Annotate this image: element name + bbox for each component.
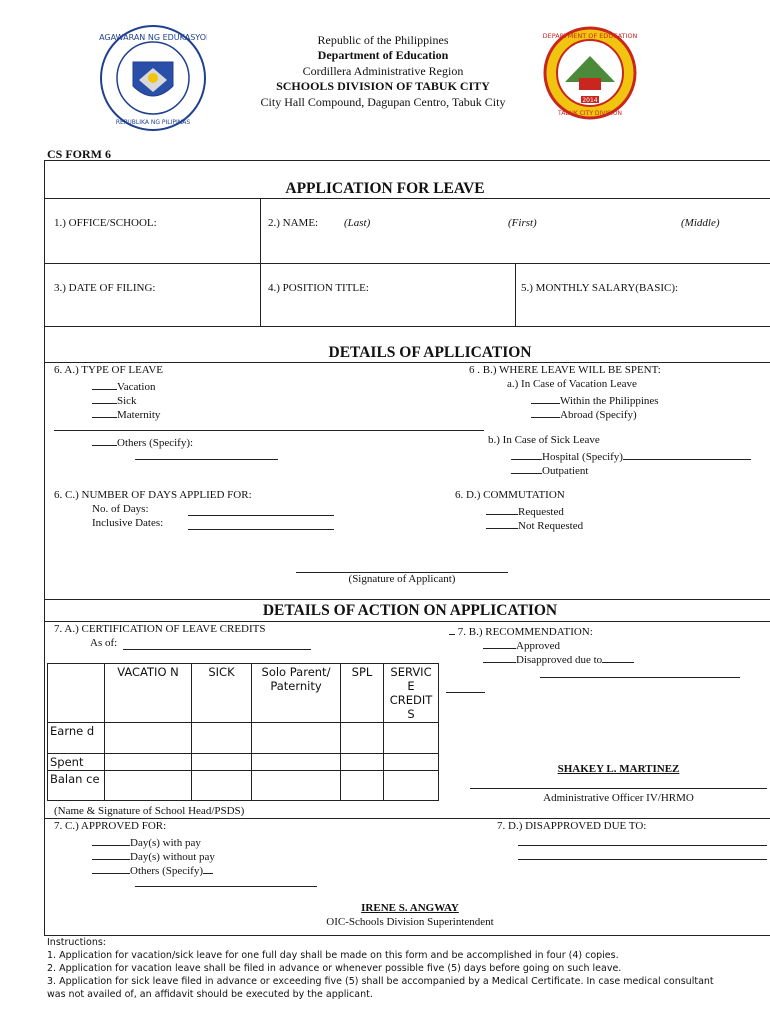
position-title-label: 4.) POSITION TITLE: xyxy=(268,282,369,294)
commutation-label: 6. D.) COMMUTATION xyxy=(455,489,565,501)
name-first-label: (First) xyxy=(508,217,537,229)
table-row xyxy=(48,723,439,754)
form-title: APPLICATION FOR LEAVE xyxy=(285,180,485,197)
frame-bottom-line xyxy=(44,935,770,936)
signature-applicant-label: (Signature of Applicant) xyxy=(348,573,456,585)
others-specify-option[interactable]: Others (Specify) xyxy=(92,862,213,877)
row-header: Earne d xyxy=(48,723,105,754)
maternity-option[interactable]: Maternity xyxy=(92,406,160,421)
header-republic: Republic of the Philippines xyxy=(317,33,449,47)
hrmo-signature-line xyxy=(470,788,767,789)
table-cell[interactable] xyxy=(252,754,341,771)
approved-option[interactable]: Approved xyxy=(483,637,560,652)
row2-top-line xyxy=(44,263,770,264)
inclusive-dates-label: Inclusive Dates: xyxy=(92,517,164,529)
not-requested-option[interactable]: Not Requested xyxy=(486,517,583,532)
sick-case-label: b.) In Case of Sick Leave xyxy=(488,434,600,446)
column-header: Solo Parent/ Paternity xyxy=(252,664,341,723)
instruction-item: 1. Application for vacation/sick leave for one full day shall be made on this form and be accomplished in four (4) copies. xyxy=(47,950,619,961)
row1-divider xyxy=(260,198,261,326)
details-title: DETAILS OF APLLICATION xyxy=(328,344,532,361)
name-last-label: (Last) xyxy=(344,217,371,229)
table-row xyxy=(48,771,439,801)
leave-credits-table xyxy=(47,663,439,801)
without-pay-option[interactable]: Day(s) without pay xyxy=(92,848,215,863)
leave-type-separator xyxy=(54,430,484,431)
form-code: CS FORM 6 xyxy=(47,147,111,161)
as-of-label: As of: xyxy=(90,637,118,649)
superintendent-name: IRENE S. ANGWAY xyxy=(361,902,459,914)
table-corner-cell xyxy=(48,664,105,723)
frame-top-line xyxy=(44,160,770,161)
recommendation-label: 7. B.) RECOMMENDATION: xyxy=(449,623,593,638)
svg-text:REPUBLIKA NG PILIPINAS: REPUBLIKA NG PILIPINAS xyxy=(115,119,191,126)
action-title: DETAILS OF ACTION ON APPLICATION xyxy=(262,602,558,619)
table-cell[interactable] xyxy=(341,771,384,801)
days-applied-label: 6. C.) NUMBER OF DAYS APPLIED FOR: xyxy=(54,489,252,501)
table-header-row xyxy=(48,664,439,723)
header-address: City Hall Compound, Dagupan Centro, Tabuk City xyxy=(260,95,506,109)
hospital-option[interactable]: Hospital (Specify) xyxy=(511,448,751,463)
table-cell[interactable] xyxy=(341,723,384,754)
table-cell[interactable] xyxy=(384,771,439,801)
header-region: Cordillera Administrative Region xyxy=(302,64,464,78)
header-division: SCHOOLS DIVISION OF TABUK CITY xyxy=(276,79,490,93)
deped-seal-logo xyxy=(99,24,207,132)
action-underline xyxy=(44,621,770,622)
instruction-item: 2. Application for vacation leave shall be filed in advance or whenever possible five (5) days before going on such leave. xyxy=(47,963,622,974)
row2-divider xyxy=(515,263,516,326)
table-cell[interactable] xyxy=(384,723,439,754)
hrmo-title: Administrative Officer IV/HRMO xyxy=(543,792,694,804)
hrmo-name: SHAKEY L. MARTINEZ xyxy=(557,763,680,775)
table-cell[interactable] xyxy=(105,771,192,801)
inclusive-dates-field[interactable] xyxy=(188,529,334,530)
office-school-label: 1.) OFFICE/SCHOOL: xyxy=(54,217,157,229)
vacation-option[interactable]: Vacation xyxy=(92,378,155,393)
as-of-field[interactable] xyxy=(123,649,311,650)
others-specify-line[interactable] xyxy=(135,459,278,460)
name-label: 2.) NAME: xyxy=(268,217,319,229)
sick-option[interactable]: Sick xyxy=(92,392,137,407)
name-middle-label: (Middle) xyxy=(681,217,720,229)
requested-option[interactable]: Requested xyxy=(486,503,564,518)
table-cell[interactable] xyxy=(192,723,252,754)
disapproved-option[interactable]: Disapproved due to xyxy=(483,651,634,666)
certification-label: 7. A.) CERTIFICATION OF LEAVE CREDITS xyxy=(54,623,266,635)
table-cell[interactable] xyxy=(105,723,192,754)
disapproved-due-label: 7. D.) DISAPPROVED DUE TO: xyxy=(497,820,647,832)
instructions-heading: Instructions: xyxy=(47,937,106,948)
column-header: SERVIC E CREDIT S xyxy=(384,664,439,723)
others-option[interactable]: Others (Specify): xyxy=(92,434,193,449)
vacation-case-label: a.) In Case of Vacation Leave xyxy=(507,378,637,390)
disapproved-line-2[interactable] xyxy=(518,859,767,860)
table-cell[interactable] xyxy=(341,754,384,771)
within-philippines-option[interactable]: Within the Philippines xyxy=(531,392,659,407)
others-approved-line[interactable] xyxy=(135,886,317,887)
row-header: Balan ce xyxy=(48,771,105,801)
approval-top-line xyxy=(44,818,770,819)
svg-text:TABUK CITY DIVISION: TABUK CITY DIVISION xyxy=(558,110,622,117)
type-of-leave-label: 6. A.) TYPE OF LEAVE xyxy=(54,364,163,376)
division-seal-logo xyxy=(543,26,637,120)
instruction-item: was not availed of, an affidavit should be executed by the applicant. xyxy=(47,989,373,1000)
svg-text:DEPARTMENT OF EDUCATION: DEPARTMENT OF EDUCATION xyxy=(543,32,637,40)
abroad-option[interactable]: Abroad (Specify) xyxy=(531,406,637,421)
column-header: VACATIO N xyxy=(105,664,192,723)
disapproved-line-1[interactable] xyxy=(518,845,767,846)
date-filing-label: 3.) DATE OF FILING: xyxy=(54,282,156,294)
column-header: SICK xyxy=(192,664,252,723)
header-department: Department of Education xyxy=(317,48,449,62)
superintendent-title: OIC-Schools Division Superintendent xyxy=(326,916,494,928)
disapproved-reason-line[interactable] xyxy=(540,677,740,678)
details-underline xyxy=(44,362,770,363)
table-cell[interactable] xyxy=(105,754,192,771)
svg-text:2014: 2014 xyxy=(582,97,598,104)
column-header: SPL xyxy=(341,664,384,723)
recommendation-extra-line[interactable] xyxy=(446,692,485,693)
school-head-label: (Name & Signature of School Head/PSDS) xyxy=(54,805,245,817)
table-cell[interactable] xyxy=(192,754,252,771)
svg-text:KAGAWARAN NG EDUKASYON: KAGAWARAN NG EDUKASYON xyxy=(99,33,207,42)
table-cell[interactable] xyxy=(252,723,341,754)
no-of-days-label: No. of Days: xyxy=(92,503,149,515)
row2-bottom-line xyxy=(44,326,770,327)
outpatient-option[interactable]: Outpatient xyxy=(511,462,588,477)
action-top-line xyxy=(44,599,770,600)
row-header: Spent xyxy=(48,754,105,771)
approved-for-label: 7. C.) APPROVED FOR: xyxy=(54,820,167,832)
table-cell[interactable] xyxy=(192,771,252,801)
instruction-item: 3. Application for sick leave filed in advance or exceeding five (5) shall be accompanied by a Medical Certificate. In case medical consultant xyxy=(47,976,714,987)
where-spent-label: 6 . B.) WHERE LEAVE WILL BE SPENT: xyxy=(469,364,661,376)
table-cell[interactable] xyxy=(252,771,341,801)
row1-top-line xyxy=(44,198,770,199)
table-row xyxy=(48,754,439,771)
with-pay-option[interactable]: Day(s) with pay xyxy=(92,834,201,849)
monthly-salary-label: 5.) MONTHLY SALARY(BASIC): xyxy=(521,282,679,294)
no-of-days-field[interactable] xyxy=(188,515,334,516)
table-cell[interactable] xyxy=(384,754,439,771)
